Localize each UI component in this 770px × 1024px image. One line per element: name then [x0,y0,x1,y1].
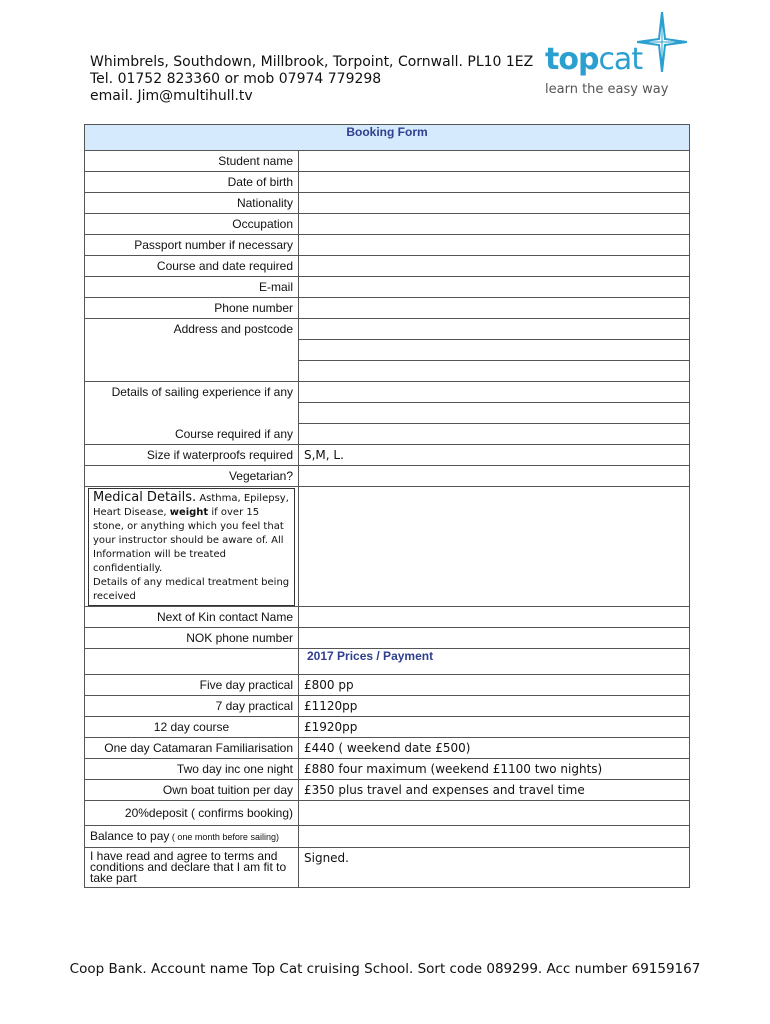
balance-field[interactable] [299,826,690,848]
address-field-3[interactable] [299,361,690,382]
course-required-label: Course required if any [85,424,299,445]
booking-form-table [84,124,690,888]
medical-details-cell [85,487,299,607]
agree-text: I have read and agree to terms and conditions and declare that I am fit to take part [85,848,299,888]
vegetarian-label: Vegetarian? [85,466,299,487]
course-date-label: Course and date required [85,256,299,277]
price-label: Own boat tuition per day [85,780,299,801]
address-label: Address and postcode [85,319,299,382]
booking-form-title: Booking Form [85,125,690,151]
course-required-field[interactable] [299,424,690,445]
address-line: Whimbrels, Southdown, Millbrook, Torpoint, Cornwall. PL10 1EZ [90,54,534,70]
student-name-field[interactable] [299,151,690,172]
price-label: 7 day practical [85,696,299,717]
course-date-field[interactable] [299,256,690,277]
vegetarian-field[interactable] [299,466,690,487]
medical-details-text-2: if over 15 stone, or anything which you feel that your instructor should be aware of. All Information will be treated confidentially. [93,507,284,574]
dob-label: Date of birth [85,172,299,193]
prices-header-spacer [85,649,299,675]
medical-treatment-text: Details of any medical treatment being received [93,577,290,602]
dob-field[interactable] [299,172,690,193]
price-value: £1920pp [299,717,690,738]
sailing-experience-label: Details of sailing experience if any [85,382,299,424]
medical-details-field[interactable] [299,487,690,607]
phone-field[interactable] [299,298,690,319]
waterproofs-field[interactable]: S,M, L. [299,445,690,466]
medical-details-title: Medical Details. [93,490,197,505]
nok-name-field[interactable] [299,607,690,628]
price-label: Five day practical [85,675,299,696]
price-label: 12 day course [85,717,299,738]
balance-label: Balance to pay [90,829,170,843]
nok-name-label: Next of Kin contact Name [85,607,299,628]
medical-details-text: Asthma, Epilepsy, Heart Disease, [93,493,289,518]
compass-star-icon [637,12,687,72]
signed-field[interactable]: Signed. [299,848,690,888]
phone-label: Phone number [85,298,299,319]
price-value: £800 pp [299,675,690,696]
medical-details-box [88,488,295,606]
phone-line: Tel. 01752 823360 or mob 07974 779298 [90,71,382,87]
deposit-field[interactable] [299,801,690,826]
nationality-field[interactable] [299,193,690,214]
price-value: £440 ( weekend date £500) [299,738,690,759]
nok-phone-field[interactable] [299,628,690,649]
occupation-label: Occupation [85,214,299,235]
price-label: Two day inc one night [85,759,299,780]
email-line: email. Jim@multihull.tv [90,88,253,104]
nationality-label: Nationality [85,193,299,214]
price-value: £880 four maximum (weekend £1100 two nights) [299,759,690,780]
address-field-1[interactable] [299,319,690,340]
balance-label-cell [85,826,299,848]
address-field-2[interactable] [299,340,690,361]
sailing-experience-field-1[interactable] [299,382,690,403]
passport-label: Passport number if necessary [85,235,299,256]
email-field[interactable] [299,277,690,298]
passport-field[interactable] [299,235,690,256]
price-value: £350 plus travel and expenses and travel time [299,780,690,801]
logo-wordmark [545,42,642,77]
waterproofs-label: Size if waterproofs required [85,445,299,466]
balance-note: ( one month before sailing) [169,832,279,842]
student-name-label: Student name [85,151,299,172]
deposit-label: 20%deposit ( confirms booking) [85,801,299,826]
address-block [90,54,533,105]
bank-details: Coop Bank. Account name Top Cat cruising School. Sort code 089299. Acc number 69159167 [69,961,701,977]
logo-tagline: learn the easy way [545,82,669,97]
logo-word-thin: cat [598,42,643,77]
sailing-experience-field-2[interactable] [299,403,690,424]
logo-word-bold: top [545,42,599,77]
price-label: One day Catamaran Familiarisation [85,738,299,759]
topcat-logo [543,12,693,102]
prices-title: 2017 Prices / Payment [299,649,690,675]
medical-weight-text: weight [169,507,209,518]
nok-phone-label: NOK phone number [85,628,299,649]
price-value: £1120pp [299,696,690,717]
email-label: E-mail [85,277,299,298]
occupation-field[interactable] [299,214,690,235]
